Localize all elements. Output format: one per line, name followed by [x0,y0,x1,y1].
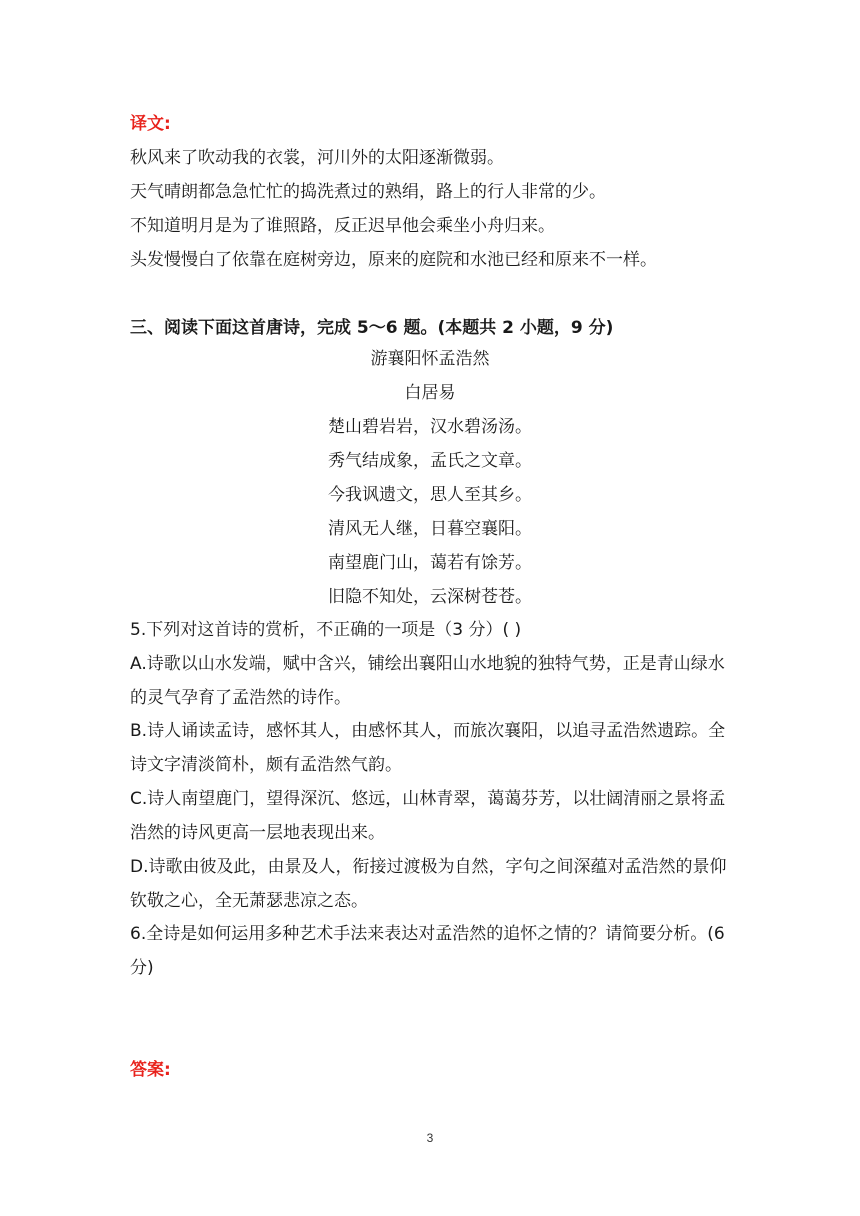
option-d-line1: D.诗歌由彼及此，由景及人，衔接过渡极为自然，字句之间深蕴对孟浩然的景仰 [130,857,727,877]
option-a-line1: A.诗歌以山水发端，赋中含兴，铺绘出襄阳山水地貌的独特气势，正是青山绿水 [130,654,725,674]
poem-line: 旧隐不知处，云深树苍苍。 [328,587,532,607]
poem-line: 秀气结成象，孟氏之文章。 [328,451,532,471]
poem-line: 清风无人继，日暮空襄阳。 [328,519,532,539]
section-heading: 三、阅读下面这首唐诗，完成 5～6 题。(本题共 2 小题，9 分) [130,318,614,338]
poem-author: 白居易 [404,383,456,403]
poem-line: 南望鹿门山，蔼若有馀芳。 [328,553,532,573]
option-a-line2: 的灵气孕育了孟浩然的诗作。 [130,688,351,708]
question-6-line1: 6.全诗是如何运用多种艺术手法来表达对孟浩然的追怀之情的？请简要分析。(6 [130,924,725,944]
question-5-stem: 5.下列对这首诗的赏析，不正确的一项是（3 分）( ) [130,620,522,640]
translation-line: 头发慢慢白了依靠在庭树旁边，原来的庭院和水池已经和原来不一样。 [130,250,657,270]
poem-line: 楚山碧岩岩，汉水碧汤汤。 [328,417,532,437]
translation-heading: 译文: [130,114,171,134]
translation-line: 天气晴朗都急急忙忙的捣洗煮过的熟绢，路上的行人非常的少。 [130,182,606,202]
question-6-line2: 分) [130,958,154,978]
poem-title: 游襄阳怀孟浩然 [370,349,490,369]
poem-line: 今我讽遗文，思人至其乡。 [328,485,532,505]
option-c-line1: C.诗人南望鹿门，望得深沉、悠远，山林青翠，蔼蔼芬芳，以壮阔清丽之景将孟 [130,789,726,809]
option-b-line2: 诗文字清淡简朴，颇有孟浩然气韵。 [130,755,402,775]
option-d-line2: 钦敬之心，全无萧瑟悲凉之态。 [130,891,368,911]
translation-line: 不知道明月是为了谁照路，反正迟早他会乘坐小舟归来。 [130,216,555,236]
option-c-line2: 浩然的诗风更高一层地表现出来。 [130,823,385,843]
page-number: 3 [426,1131,434,1145]
translation-line: 秋风来了吹动我的衣裳，河川外的太阳逐渐微弱。 [130,148,504,168]
answer-heading: 答案: [130,1060,171,1080]
option-b-line1: B.诗人诵读孟诗，感怀其人，由感怀其人，而旅次襄阳，以追寻孟浩然遗踪。全 [130,721,726,741]
